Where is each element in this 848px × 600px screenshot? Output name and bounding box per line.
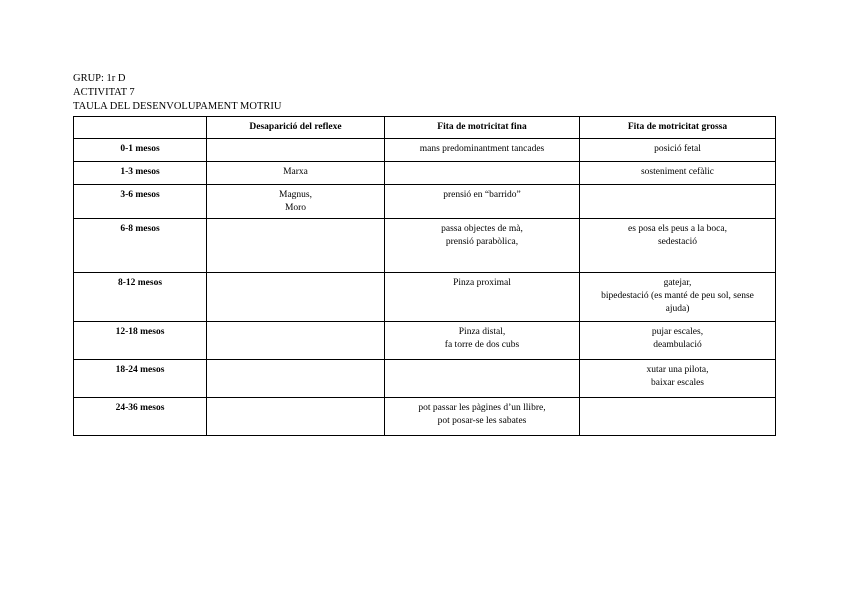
table-row [74,162,776,185]
gross-motor-cell [580,162,776,185]
gross-motor-cell [580,139,776,162]
age-range-cell: 18-24 mesos [74,360,207,398]
reflex-cell [207,322,385,360]
reflex-cell [207,139,385,162]
table-row [74,398,776,436]
table-body [74,139,776,436]
cell-text: mans predominantment tancades [419,144,545,154]
fine-motor-cell [385,162,580,185]
gross-motor-cell [580,185,776,219]
activity-label: ACTIVITAT 7 [73,87,135,98]
cell-text: xutar una pilota, [646,365,709,375]
cell-text: Pinza proximal [453,278,511,288]
age-range-cell: 12-18 mesos [74,322,207,360]
cell-text: deambulació [653,340,702,350]
age-range-cell: 24-36 mesos [74,398,207,436]
motor-development-table [73,116,776,436]
table-row [74,322,776,360]
fine-motor-cell [385,322,580,360]
cell-text: Marxa [283,167,308,177]
fine-motor-cell [385,139,580,162]
column-header-age [74,117,207,139]
cell-text: pujar escales, [651,327,704,337]
table-title: TAULA DEL DESENVOLUPAMENT MOTRIU [73,101,282,112]
reflex-cell [207,162,385,185]
age-range-cell: 1-3 mesos [74,162,207,185]
cell-text: Magnus, [279,190,312,200]
column-header-reflex: Desaparició del reflexe [207,117,385,139]
cell-text: prensió parabòlica, [445,237,519,247]
cell-text: prensió en “barrido” [443,190,521,200]
cell-text: ajuda) [665,304,690,314]
cell-text: bipedestació (es manté de peu sol, sense [601,291,754,301]
gross-motor-cell [580,398,776,436]
column-header-fine-motor: Fita de motricitat fina [385,117,580,139]
cell-text: sedestació [657,237,698,247]
age-range-cell: 6-8 mesos [74,219,207,273]
gross-motor-cell [580,219,776,273]
cell-text: baixar escales [650,378,704,388]
gross-motor-cell [580,273,776,322]
cell-text: pot passar les pàgines d’un llibre, [418,403,546,413]
table-row [74,360,776,398]
cell-text: sosteniment cefàlic [640,167,715,177]
gross-motor-cell [580,360,776,398]
cell-text: Pinza distal, [458,327,506,337]
reflex-cell [207,273,385,322]
cell-text: pot posar-se les sabates [437,416,527,426]
table-header-row [74,117,776,139]
fine-motor-cell [385,360,580,398]
reflex-cell [207,360,385,398]
group-label: GRUP: 1r D [73,73,126,84]
cell-text: es posa els peus a la boca, [628,224,727,234]
cell-text: posició fetal [654,144,701,154]
fine-motor-cell [385,273,580,322]
cell-text: fa torre de dos cubs [444,340,520,350]
fine-motor-cell [385,398,580,436]
cell-text: passa objectes de mà, [441,224,523,234]
age-range-cell: 8-12 mesos [74,273,207,322]
table-row [74,273,776,322]
table-row [74,139,776,162]
reflex-cell [207,219,385,273]
document-header [73,72,281,114]
reflex-cell [207,398,385,436]
fine-motor-cell [385,185,580,219]
cell-text: Moro [284,203,307,213]
table-row [74,185,776,219]
age-range-cell: 0-1 mesos [74,139,207,162]
reflex-cell [207,185,385,219]
gross-motor-cell [580,322,776,360]
column-header-gross-motor: Fita de motricitat grossa [580,117,776,139]
age-range-cell: 3-6 mesos [74,185,207,219]
fine-motor-cell [385,219,580,273]
table-row [74,219,776,273]
cell-text: gatejar, [663,278,692,288]
